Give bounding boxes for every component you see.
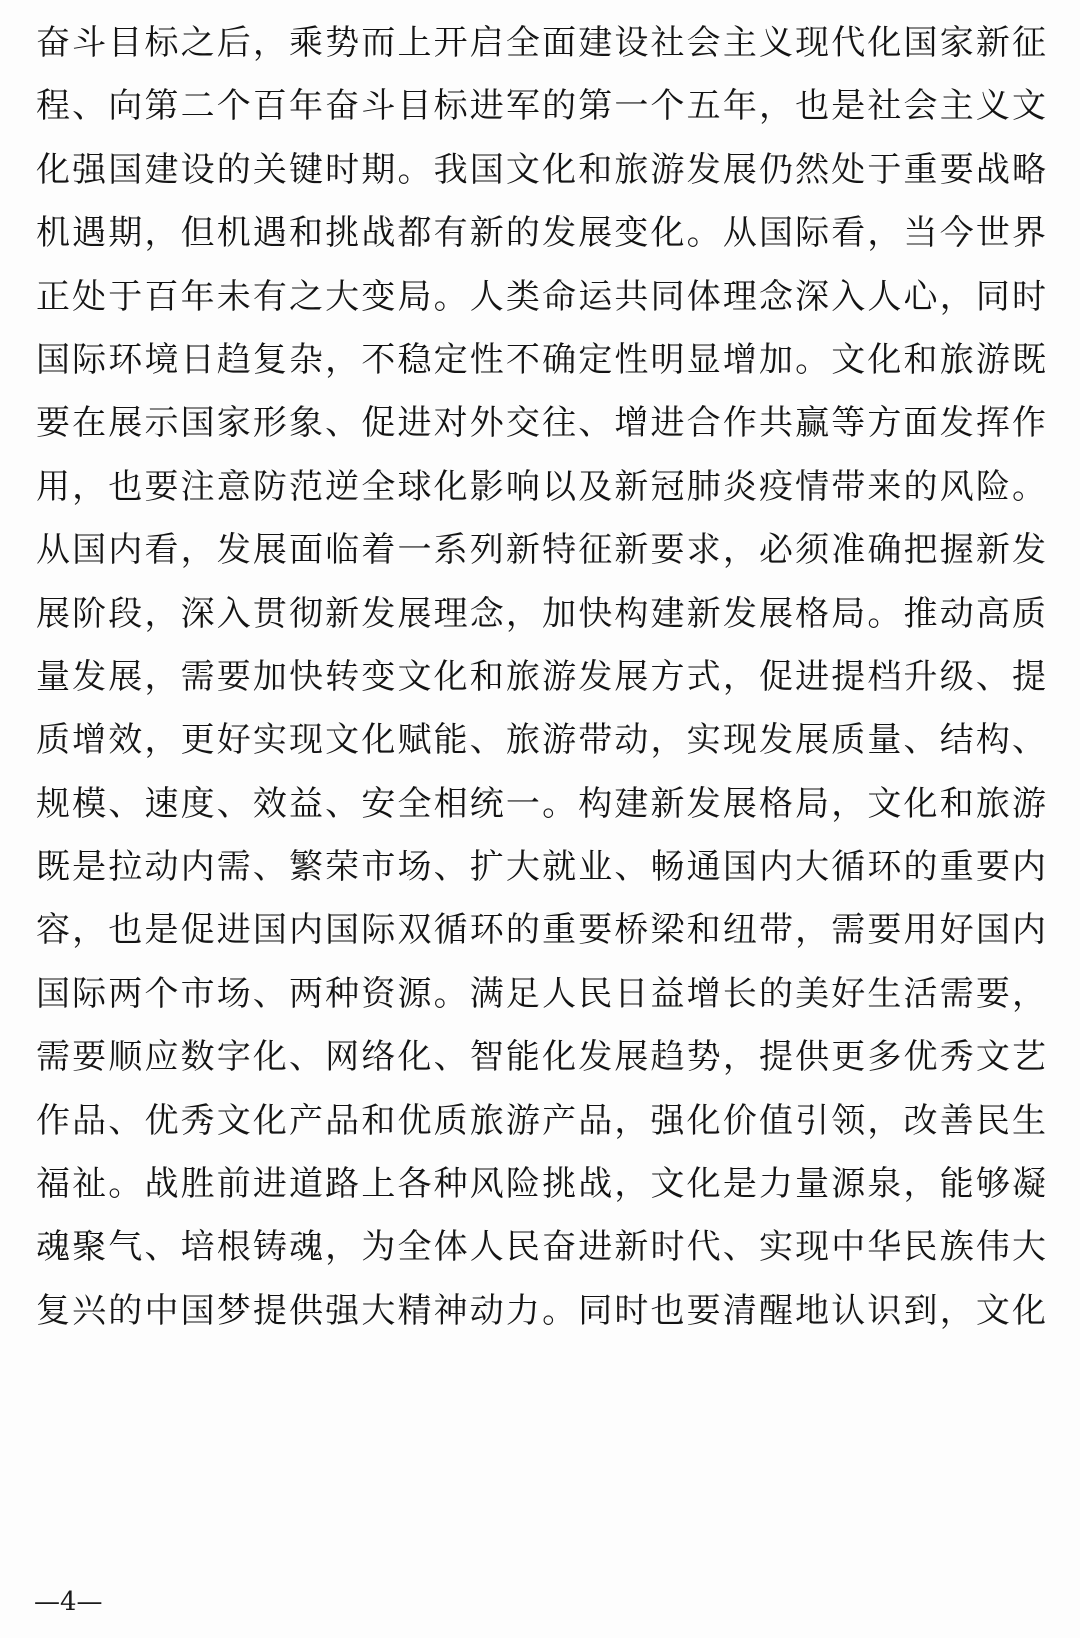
page-number: —4— bbox=[34, 1587, 103, 1617]
text-line: 规模、速度、效益、安全相统一。构建新发展格局，文化和旅游 bbox=[36, 783, 1046, 824]
text-line: 复兴的中国梦提供强大精神动力。同时也要清醒地认识到，文化 bbox=[36, 1290, 1046, 1331]
text-line: 量发展，需要加快转变文化和旅游发展方式，促进提档升级、提 bbox=[36, 656, 1046, 697]
text-line: 从国内看，发展面临着一系列新特征新要求，必须准确把握新发 bbox=[36, 530, 1046, 571]
text-line: 用，也要注意防范逆全球化影响以及新冠肺炎疫情带来的风险。 bbox=[36, 466, 1046, 507]
text-line: 需要顺应数字化、网络化、智能化发展趋势，提供更多优秀文艺 bbox=[36, 1037, 1046, 1078]
text-line: 国际环境日趋复杂，不稳定性不确定性明显增加。文化和旅游既 bbox=[36, 339, 1046, 380]
text-line: 机遇期，但机遇和挑战都有新的发展变化。从国际看，当今世界 bbox=[36, 213, 1046, 254]
text-line: 质增效，更好实现文化赋能、旅游带动，实现发展质量、结构、 bbox=[36, 720, 1046, 761]
text-line: 程、向第二个百年奋斗目标进军的第一个五年，也是社会主义文 bbox=[36, 86, 1046, 127]
text-line: 展阶段，深入贯彻新发展理念，加快构建新发展格局。推动高质 bbox=[36, 593, 1046, 634]
body-text bbox=[36, 12, 1046, 1343]
text-line: 正处于百年未有之大变局。人类命运共同体理念深入人心，同时 bbox=[36, 276, 1046, 317]
text-line: 作品、优秀文化产品和优质旅游产品，强化价值引领，改善民生 bbox=[36, 1100, 1046, 1141]
text-line: 魂聚气、培根铸魂，为全体人民奋进新时代、实现中华民族伟大 bbox=[36, 1227, 1046, 1268]
text-line: 国际两个市场、两种资源。满足人民日益增长的美好生活需要， bbox=[36, 973, 1046, 1014]
text-line: 既是拉动内需、繁荣市场、扩大就业、畅通国内大循环的重要内 bbox=[36, 847, 1046, 888]
text-line: 化强国建设的关键时期。我国文化和旅游发展仍然处于重要战略 bbox=[36, 149, 1046, 190]
text-line: 容，也是促进国内国际双循环的重要桥梁和纽带，需要用好国内 bbox=[36, 910, 1046, 951]
text-line: 奋斗目标之后，乘势而上开启全面建设社会主义现代化国家新征 bbox=[36, 23, 1046, 63]
text-line: 福祉。战胜前进道路上各种风险挑战，文化是力量源泉，能够凝 bbox=[36, 1164, 1046, 1205]
text-line: 要在展示国家形象、促进对外交往、增进合作共赢等方面发挥作 bbox=[36, 403, 1046, 444]
